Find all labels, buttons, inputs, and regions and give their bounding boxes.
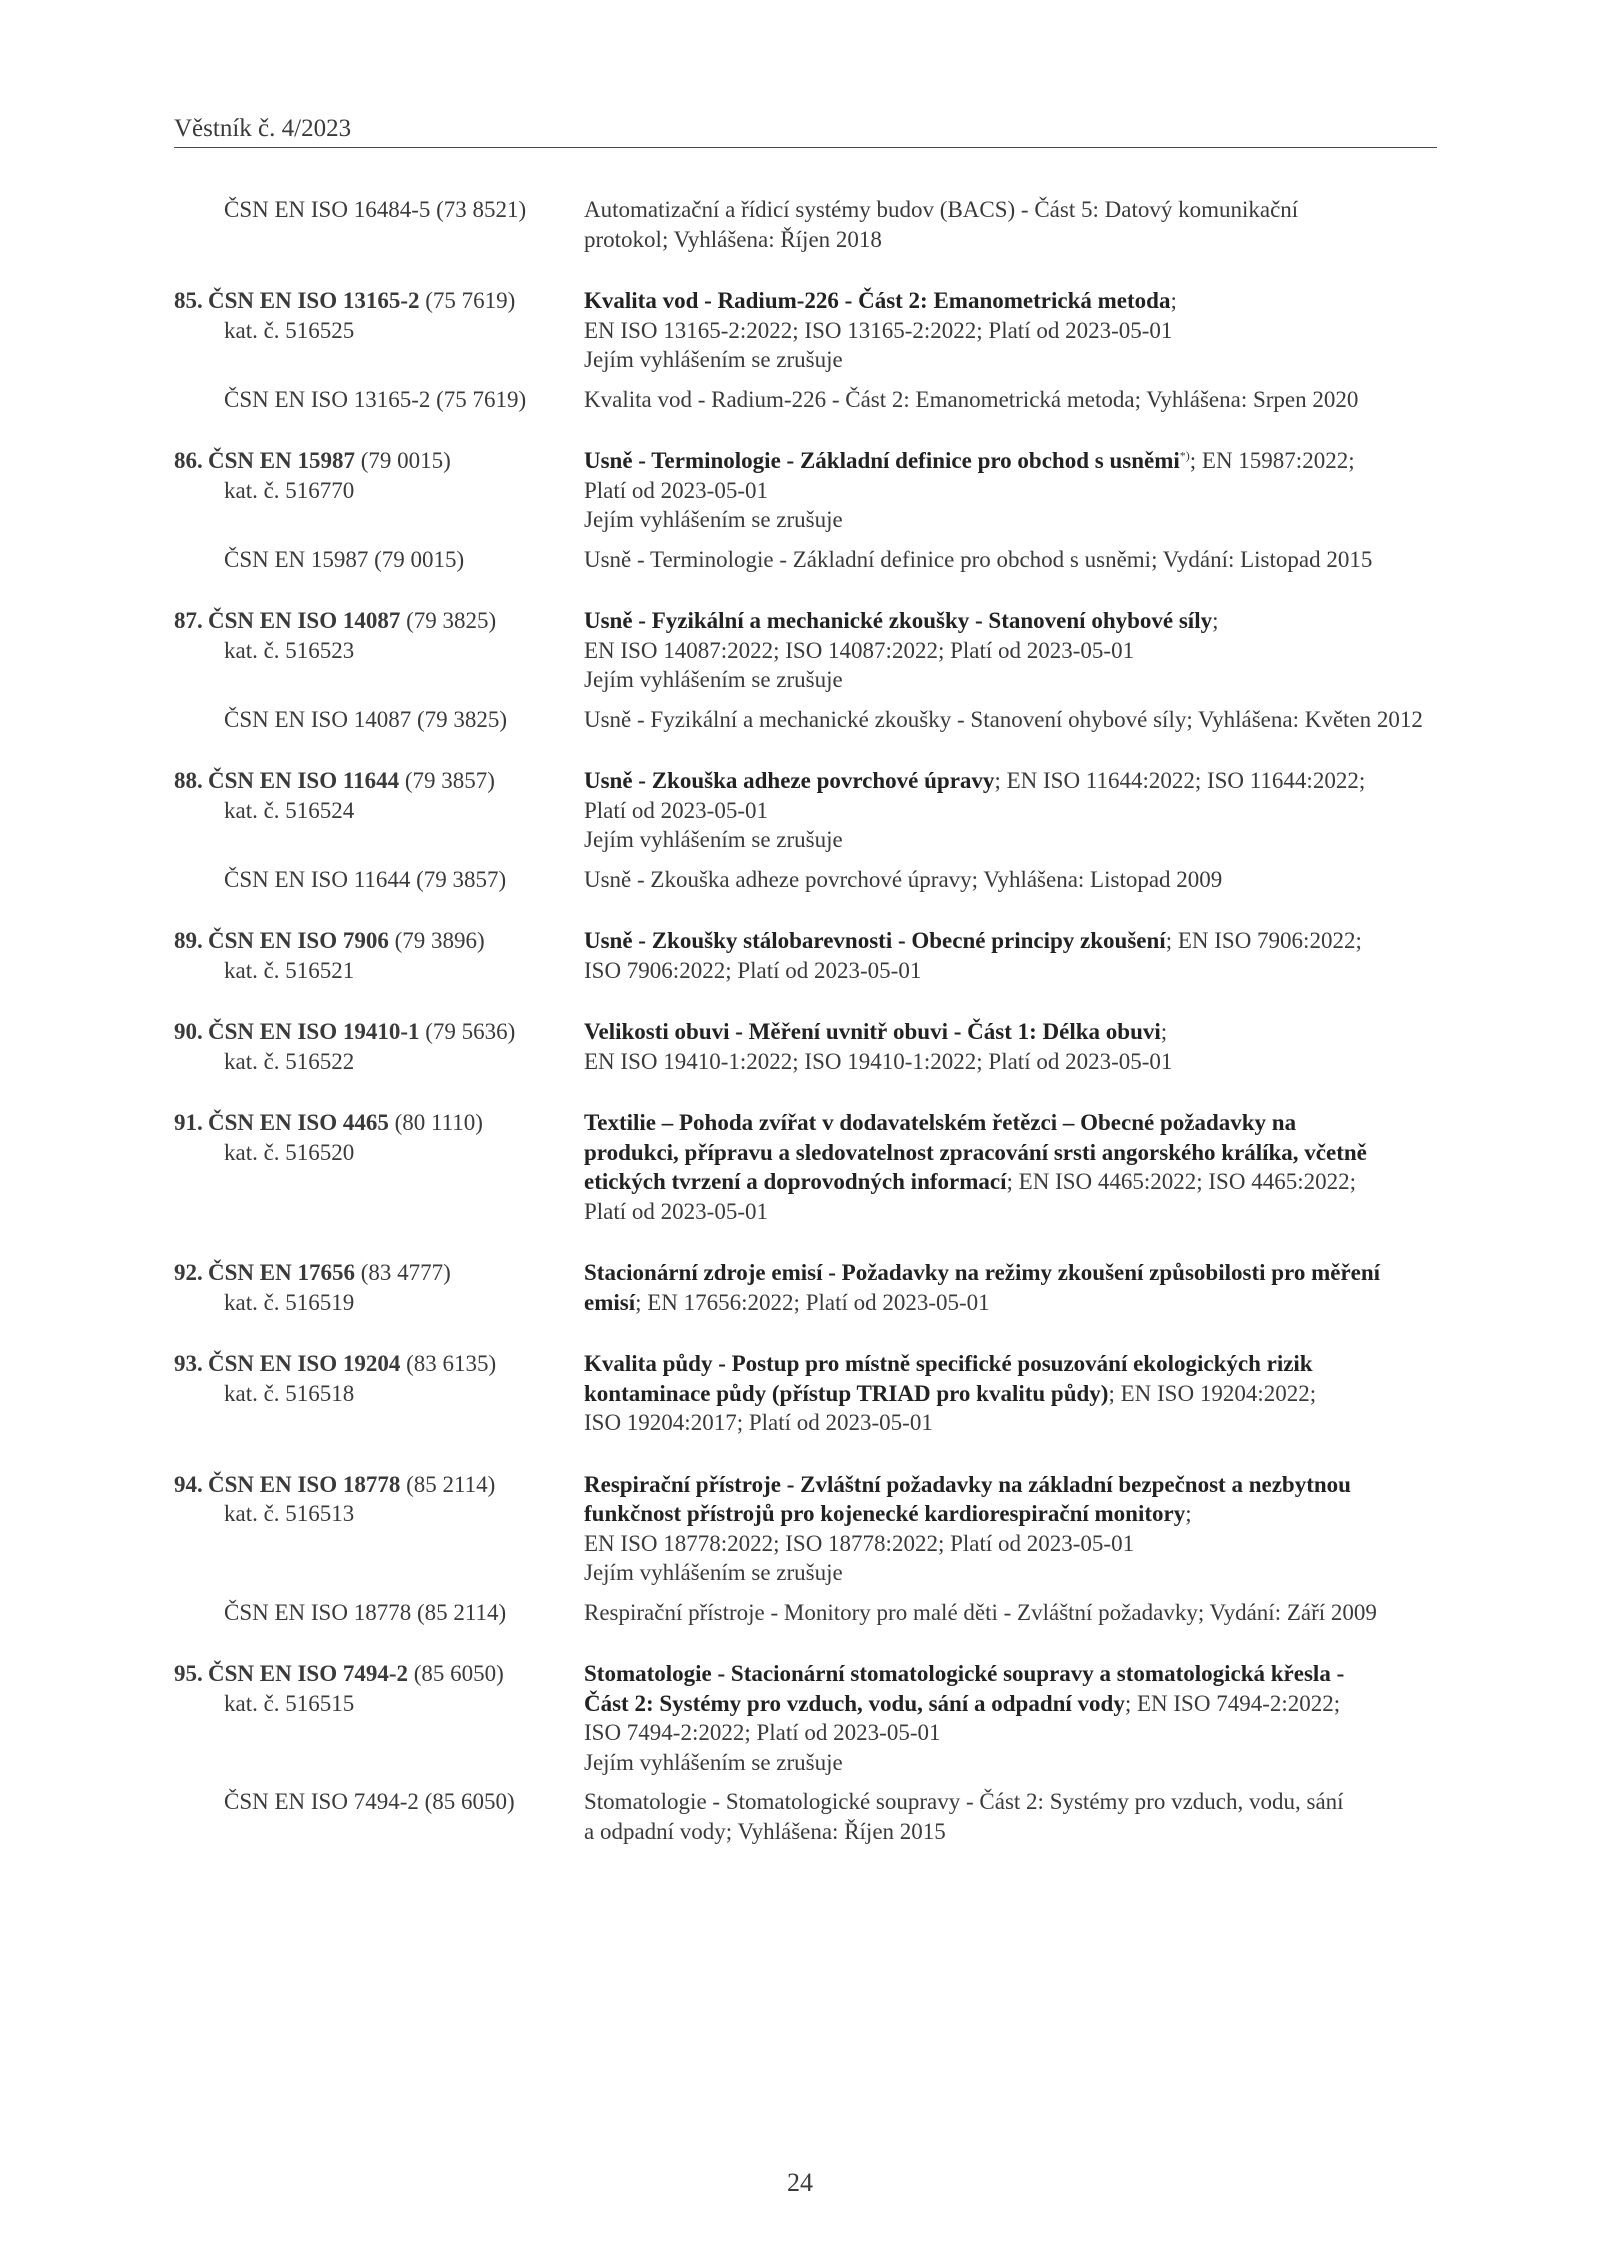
new-standard-group [174,1349,1437,1438]
standard-class: (79 3857) [404,768,495,793]
standard-id-line [174,1017,584,1047]
replaced-standard-description [584,865,1437,895]
standard-id-line [174,1258,584,1288]
catalog-number: kat. č. 516518 [224,1380,355,1406]
catalog-number: kat. č. 516513 [224,1501,355,1526]
standard-references: ; EN 17656:2022; Platí od 2023-05-01 [635,1289,990,1315]
replaced-standard-line: a odpadní vody; Vyhlášena: Říjen 2015 [584,1818,946,1844]
replaced-standard-group [174,545,1437,575]
standard-detail-line: EN ISO 13165-2:2022; ISO 13165-2:2022; Platí od 2023-05-01 [584,317,1173,343]
new-standard-group [174,926,1437,985]
catalog-number: kat. č. 516519 [224,1289,355,1315]
standard-title-block [584,286,1427,316]
replaced-standard-group [174,865,1437,895]
standard-references: ; [1170,288,1177,313]
standard-code: ČSN EN ISO 4465 [208,1110,389,1135]
standard-detail-line: EN ISO 19410-1:2022; ISO 19410-1:2022; Platí od 2023-05-01 [584,1048,1173,1074]
standard-entry [174,1659,1437,1846]
new-standard-group [174,1108,1437,1226]
standard-class: (83 4777) [360,1260,451,1285]
catalog-number: kat. č. 516770 [224,477,355,503]
standard-references: ; EN ISO 7906:2022; [1165,928,1362,953]
standard-title: Část 2: Systémy pro vzduch, vodu, sání a odpadní vody [584,1690,1125,1716]
new-standard-group [174,1470,1437,1588]
standard-id-line [174,446,584,476]
standard-class: (85 6050) [413,1661,504,1686]
standards-list [174,195,1437,1878]
replaced-standard-description [584,1598,1437,1628]
standard-references: ; EN ISO 11644:2022; ISO 11644:2022; [994,768,1366,793]
standard-code: ČSN EN ISO 19204 [208,1351,401,1376]
standard-id-line [174,286,584,316]
standard-detail-line: ISO 7494-2:2022; Platí od 2023-05-01 [584,1720,941,1745]
standard-title: Velikosti obuvi - Měření uvnitř obuvi - Část 1: Délka obuvi [584,1019,1161,1044]
new-standard-group [174,606,1437,695]
standard-detail-line: Jejím vyhlášením se zrušuje [584,667,843,692]
standard-title-block [584,1349,1427,1408]
replaced-standard-code: ČSN EN ISO 18778 (85 2114) [224,1599,507,1625]
standard-detail-line: Jejím vyhlášením se zrušuje [584,347,843,372]
standard-id-column [174,1659,584,1777]
standard-id-column [174,446,584,535]
standard-references: ; [1160,1019,1168,1044]
replaced-standard-description [584,545,1437,575]
standard-title: Usně - Zkoušky stálobarevnosti - Obecné principy zkoušení [584,928,1166,953]
standard-code: ČSN EN ISO 7494-2 [208,1661,409,1686]
standard-code: ČSN EN 17656 [208,1260,355,1285]
standard-entry [174,1258,1437,1317]
footnote-mark: *) [1179,448,1190,463]
standard-description [584,1470,1437,1588]
standard-entry [174,195,1437,254]
replaced-standard-description [584,385,1437,415]
catalog-number: kat. č. 516515 [224,1690,355,1716]
standard-references: ; EN ISO 19204:2022; [1108,1380,1317,1406]
standard-title: produkci, přípravu a sledovatelnost zpracování srsti angorského králíka, včetně [584,1139,1367,1165]
page-number: 24 [787,2168,813,2197]
standard-id-line [174,766,584,796]
standard-id-column [174,1258,584,1317]
standard-title-block [584,1470,1427,1529]
standard-title-block [584,1017,1427,1047]
entry-number: 86. [174,448,203,473]
standard-id-column [174,1108,584,1226]
replaced-standard-line: Usně - Terminologie - Základní definice pro obchod s usněmi; Vydání: Listopad 2015 [584,546,1373,572]
standard-title: Kvalita půdy - Postup pro místně specifické posuzování ekologických rizik [584,1351,1313,1376]
standard-code: ČSN EN ISO 11644 [208,768,400,793]
standard-code: ČSN EN ISO 19410-1 [208,1019,420,1044]
catalog-number: kat. č. 516523 [224,637,355,663]
standard-class: (80 1110) [394,1110,483,1135]
replaced-standard-line: Kvalita vod - Radium-226 - Část 2: Emanometrická metoda; Vyhlášena: Srpen 2020 [584,386,1359,412]
standard-class: (79 5636) [425,1019,516,1044]
standard-detail-line: Jejím vyhlášením se zrušuje [584,827,843,852]
standard-id-line [174,1470,584,1500]
standard-id-column [174,1349,584,1438]
standard-description [584,1108,1437,1226]
entry-number: 89. [174,928,203,953]
standard-entry [174,286,1437,414]
replaced-standard-code: ČSN EN ISO 13165-2 (75 7619) [224,386,527,412]
standard-code: ČSN EN ISO 13165-2 [208,288,420,313]
standard-detail-line: Jejím vyhlášením se zrušuje [584,1749,843,1775]
standard-description [584,1017,1437,1076]
standard-entry [174,766,1437,894]
new-standard-group [174,1258,1437,1317]
standard-code: ČSN EN ISO 7906 [208,928,389,953]
standard-description [584,1349,1437,1438]
replaced-standard-code: ČSN EN ISO 14087 (79 3825) [224,706,508,732]
standard-title: Textilie – Pohoda zvířat v dodavatelském řetězci – Obecné požadavky na [584,1110,1297,1135]
replaced-standard-group [174,385,1437,415]
standard-title: Respirační přístroje - Zvláštní požadavky na základní bezpečnost a nezbytnou [584,1471,1351,1497]
entry-number: 94. [174,1471,203,1497]
entry-number: 87. [174,608,203,633]
replaced-standard-code: ČSN EN ISO 11644 (79 3857) [224,866,507,892]
new-standard-group [174,286,1437,375]
standard-detail-line: Jejím vyhlášením se zrušuje [584,1560,843,1585]
standard-entry [174,1470,1437,1628]
standard-description [584,926,1437,985]
standard-class: (83 6135) [406,1351,497,1376]
standard-id-line [174,1108,584,1138]
standard-title-block [584,766,1427,796]
replaced-standard-line: protokol; Vyhlášena: Říjen 2018 [584,226,882,252]
new-standard-group [174,446,1437,535]
replaced-standard-description [584,1787,1437,1846]
standard-references: ; EN ISO 4465:2022; ISO 4465:2022; [1006,1169,1356,1194]
standard-title-block [584,446,1427,476]
standard-id-line [174,1349,584,1379]
standard-title-block [584,926,1427,956]
standard-entry [174,1108,1437,1226]
entry-number: 92. [174,1260,203,1285]
standard-id-column [174,606,584,695]
standard-references: ; EN ISO 7494-2:2022; [1124,1690,1341,1716]
replaced-standard-group [174,705,1437,735]
standard-entry [174,446,1437,574]
replaced-standard-description [584,705,1437,735]
replaced-standard-code: ČSN EN ISO 7494-2 (85 6050) [224,1789,515,1814]
standard-id-column [174,766,584,855]
standard-title: Stacionární zdroje emisí - Požadavky na režimy zkoušení způsobilosti pro měření [584,1260,1381,1285]
entry-number: 93. [174,1351,203,1376]
replaced-standard-code: ČSN EN ISO 16484-5 (73 8521) [224,197,527,222]
standard-id-line [174,1659,584,1689]
standard-detail-line: ISO 19204:2017; Platí od 2023-05-01 [584,1410,933,1435]
replaced-standard-line: Automatizační a řídicí systémy budov (BACS) - Část 5: Datový komunikační [584,197,1299,222]
replaced-standard-group [174,1787,1437,1846]
standard-class: (79 3896) [394,928,485,953]
standard-detail-line: Jejím vyhlášením se zrušuje [584,507,843,532]
replaced-standard-code: ČSN EN 15987 (79 0015) [224,546,465,572]
standard-id-column [174,1470,584,1588]
catalog-number: kat. č. 516525 [224,317,355,343]
standard-title-block [584,606,1427,636]
standard-title: Usně - Zkouška adheze povrchové úpravy [584,768,995,793]
standard-detail-line: Platí od 2023-05-01 [584,797,768,823]
catalog-number: kat. č. 516521 [224,957,355,983]
standard-code: ČSN EN 15987 [208,448,355,473]
standard-detail-line: Platí od 2023-05-01 [584,1198,768,1224]
standard-description [584,606,1437,695]
page-header [174,110,1437,148]
standard-references: ; [1185,1501,1192,1526]
header-title: Věstník č. 4/2023 [174,115,352,142]
standard-references: ; [1212,608,1219,633]
standard-title-block [584,1108,1427,1197]
entry-number: 85. [174,288,203,313]
catalog-number: kat. č. 516524 [224,797,355,823]
standard-title: Usně - Terminologie - Základní definice pro obchod s usněmi [584,448,1180,473]
standard-title: funkčnost přístrojů pro kojenecké kardiorespirační monitory [584,1501,1186,1526]
standard-detail-line: EN ISO 14087:2022; ISO 14087:2022; Platí od 2023-05-01 [584,637,1135,663]
standard-class: (79 0015) [360,448,451,473]
standard-class: (75 7619) [425,288,516,313]
standard-description [584,1258,1437,1317]
standard-entry [174,1349,1437,1438]
entry-number: 88. [174,768,203,793]
standard-detail-line: ISO 7906:2022; Platí od 2023-05-01 [584,957,922,983]
standard-entry [174,1017,1437,1076]
new-standard-group [174,1017,1437,1076]
entry-number: 95. [174,1661,203,1686]
standard-title: emisí [584,1289,636,1315]
replaced-standard-description [584,195,1437,254]
standard-detail-line: EN ISO 18778:2022; ISO 18778:2022; Platí od 2023-05-01 [584,1530,1135,1556]
standard-title: Stomatologie - Stacionární stomatologické soupravy a stomatologická křesla - [584,1661,1345,1686]
replaced-standard-group [174,1598,1437,1628]
standard-id-column [174,926,584,985]
standard-id-column [174,286,584,375]
standard-title: kontaminace půdy (přístup TRIAD pro kvalitu půdy) [584,1380,1109,1406]
standard-id-column [174,1017,584,1076]
standard-description [584,286,1437,375]
standard-id-line [174,606,584,636]
standard-description [584,446,1437,535]
standard-code: ČSN EN ISO 18778 [208,1471,401,1497]
standard-detail-line: Platí od 2023-05-01 [584,477,768,503]
catalog-number: kat. č. 516522 [224,1048,355,1074]
replaced-standard-line: Usně - Fyzikální a mechanické zkoušky - Stanovení ohybové síly; Vyhlášena: Květen 2012 [584,706,1423,732]
standard-title-block [584,1659,1427,1718]
replaced-standard-line: Usně - Zkouška adheze povrchové úpravy; Vyhlášena: Listopad 2009 [584,866,1223,892]
replaced-standard-line: Stomatologie - Stomatologické soupravy - Část 2: Systémy pro vzduch, vodu, sání [584,1789,1344,1814]
catalog-number: kat. č. 516520 [224,1139,355,1165]
standard-id-line [174,926,584,956]
standard-title: Usně - Fyzikální a mechanické zkoušky - Stanovení ohybové síly [584,608,1213,633]
standard-code: ČSN EN ISO 14087 [208,608,401,633]
standard-class: (79 3825) [406,608,497,633]
standard-title: Kvalita vod - Radium-226 - Část 2: Emanometrická metoda [584,288,1171,313]
standard-title-block [584,1258,1427,1317]
standard-description [584,766,1437,855]
replaced-standard-line: Respirační přístroje - Monitory pro malé děti - Zvláštní požadavky; Vydání: Září 2009 [584,1599,1377,1625]
entry-number: 91. [174,1110,203,1135]
standard-title: etických tvrzení a doprovodných informací [584,1169,1007,1194]
standard-description [584,1659,1437,1777]
entry-number: 90. [174,1019,203,1044]
new-standard-group [174,1659,1437,1777]
standard-entry [174,926,1437,985]
replaced-standard-group [174,195,1437,254]
standard-references: ; EN 15987:2022; [1189,448,1355,473]
standard-class: (85 2114) [406,1471,496,1497]
new-standard-group [174,766,1437,855]
standard-entry [174,606,1437,734]
